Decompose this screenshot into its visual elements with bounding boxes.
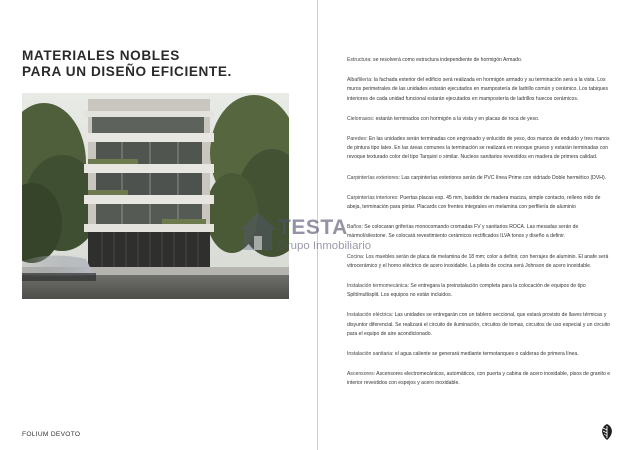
spec-item: Cielorrasos: estarán terminados con hormigón a la vista y en placas de roca de yeso. xyxy=(347,115,540,122)
building-photo xyxy=(22,93,289,299)
page-divider xyxy=(317,0,318,450)
spec-item: Instalación sanitaria: el agua caliente se generará mediante termotanques o calderas de primera línea. xyxy=(347,351,579,358)
spec-item: Carpinterías exteriores: Las carpinterías exteriores serán de PVC línea Prime con vidriado Doble hermético (DVH). xyxy=(347,174,607,181)
spec-item: Paredes: En las unidades serán terminadas con engrosado y enlucido de yeso, dos manos de enduido y tres manos de pintura tipo latex. En las áreas comunes la terminación se realizará en revoque grueso y estarán terminadas con revoque texturado color del tipo Tarquini o similar. Nucleos sanitarios revestidos en madera de primera calidad. xyxy=(347,136,610,161)
title-line-2: PARA UN DISEÑO EFICIENTE. xyxy=(22,64,232,79)
spec-item: Ascensores: Ascensores electromecánicos, automáticos, con puerta y cabina de acero inoxidable, pisos de granito e interior revestidos con espejos y acero inoxidable. xyxy=(347,371,611,387)
spec-item: Carpinterías interiores: Puertas placas esp. 45 mm, bastidor de madera maciza, simple contacto, relleno nido de abeja, terminación para pintar. Placards con frentes integrales en melamina con perfilería de aluminio xyxy=(347,194,601,211)
watermark-subtitle: Grupo Inmobiliario xyxy=(278,240,372,252)
spec-item: Instalación termomecánica: Se entregara la preinstalación completa para la colocación de equipos de tipo Split/multisplit. Los equipos no están incluidos. xyxy=(347,283,586,299)
spec-item: Cocina: Los muebles serán de placa de melamina de 18 mm; color a definir, con herrajes de aluminio. El anafe será vitrocerámico y el horno eléctrico de acero inoxidable. La pileta de cocina será Johnson de acero inoxidable. xyxy=(347,253,609,269)
brand-leaf-icon xyxy=(598,423,616,441)
footer-project-name: FOLIUM DEVOTO xyxy=(22,431,81,438)
spec-item: Instalación eléctrica: Las unidades se entregarán con un tablero seccional, que estará provisto de llaves térmicas y disyuntor diferencial. Se realizará el circuito de iluminación, circuitos de tomas, circuitos de uso especial y un circuito para el equipo de aire acondicionado. xyxy=(347,312,611,337)
specifications-list xyxy=(347,56,615,400)
spec-item: Estructura: se resolverá como estructura independiente de hormigón Armado. xyxy=(347,57,523,63)
spec-item: Albañilería: la fachada exterior del edificio será realizada en hormigón armado y su terminación será a la vista. Los muros perimetrales de las unidades estarán ejecutados en mampostería de ladrillo común y cerámico. Los tabiques interiores de cada unidad funcional estarán ejecutados en mampostería de ladrillos huecos cerámicos. xyxy=(347,77,609,102)
page-title xyxy=(22,48,302,80)
spec-item: Baños: Se colocaran griferías monocomando cromadas FV y sanitarios ROCA. Las mesadas serán de mármol/silestone. Se colocará revestimiento cerámicos rectificados ILVA tonos y diseño a definir. xyxy=(347,224,579,240)
watermark-word: TESTA xyxy=(278,216,348,239)
title-line-1: MATERIALES NOBLES xyxy=(22,48,180,63)
